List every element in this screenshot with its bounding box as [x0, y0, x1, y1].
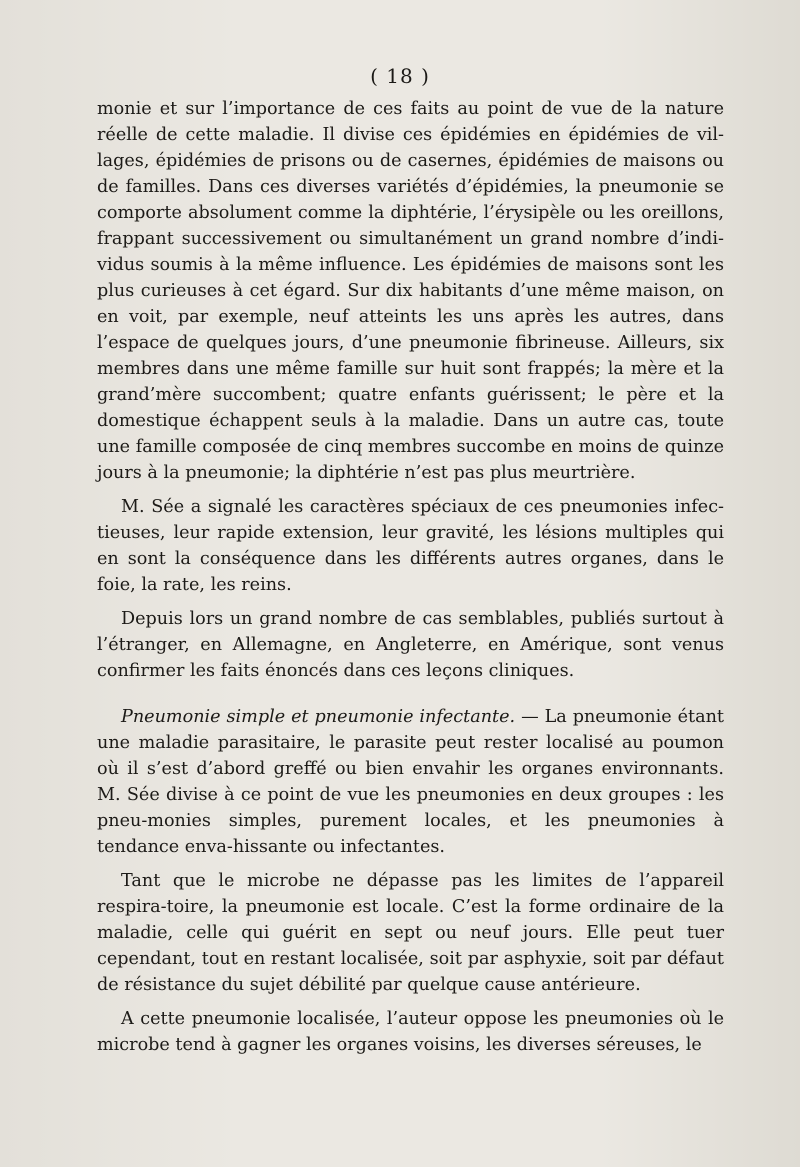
paragraph-local-pneumonia: Tant que le microbe ne dépasse pas les limites de l’appareil respira-toire, la pneumonie est locale. C’est la forme ordinaire de la maladie, celle qui guérit en sept ou neuf jours. Elle peut tuer cependant, tout en restant localisée, soit par asphyxie, soit par défaut de résistance du sujet débilité par quelque cause antérieure.	[97, 871, 724, 995]
paragraph-epidemics: monie et sur l’importance de ces faits au point de vue de la nature réelle de cette maladie. Il divise ces épidémies en épidémies de vil-lages, épidémies de prisons ou de casernes, épidémies de maisons ou de familles. Dans ces diverses variétés d’épidémies, la pneumonie se comporte absolument comme la diphtérie, l’érysipèle ou les oreillons, frappant successivement ou simultanément un grand nombre d’indi-vidus soumis à la même influence. Les épidémies de maisons sont les plus curieuses à cet égard. Sur dix habitants d’une même maison, on en voit, par exemple, neuf atteints les uns après les autres, dans l’espace de quelques jours, d’une pneumonie fibrineuse. Ailleurs, six membres dans une même famille sur huit sont frappés; la mère et la grand’mère succombent; quatre enfants guérissent; le père et la domestique échappent seuls à la maladie. Dans un autre cas, toute une famille composée de cinq membres succombe en moins de quinze jours à la pneumonie; la diphtérie n’est pas plus meurtrière.	[97, 99, 724, 483]
body-text	[97, 96, 724, 1058]
page-number: ( 18 )	[370, 64, 430, 88]
section-heading: Pneumonie simple et pneumonie infectante.	[121, 707, 516, 727]
section-heading-text: — La pneumonie étant une maladie parasitaire, le parasite peut rester localisé au poumon où il s’est d’abord greffé ou bien envahir les organes environnants. M. Sée divise à ce point de vue les pneumonies en deux groupes : les pneu-monies simples, purement locales, et les pneumonies à tendance enva-hissante ou infectantes.	[97, 707, 724, 857]
paragraph-simple-vs-infectious	[97, 704, 724, 860]
paragraph-spreading-pneumonia: A cette pneumonie localisée, l’auteur oppose les pneumonies où le microbe tend à gagner les organes voisins, les diverses séreuses, le	[97, 1009, 724, 1055]
paragraph-abroad-cases: Depuis lors un grand nombre de cas semblables, publiés surtout à l’étranger, en Allemagne, en Angleterre, en Amérique, sont venus confirmer les faits énoncés dans ces leçons cliniques.	[97, 609, 724, 681]
paragraph-see-infectious: M. Sée a signalé les caractères spéciaux de ces pneumonies infec-tieuses, leur rapide extension, leur gravité, les lésions multiples qui en sont la conséquence dans les différents autres organes, dans le foie, la rate, les reins.	[97, 497, 724, 595]
